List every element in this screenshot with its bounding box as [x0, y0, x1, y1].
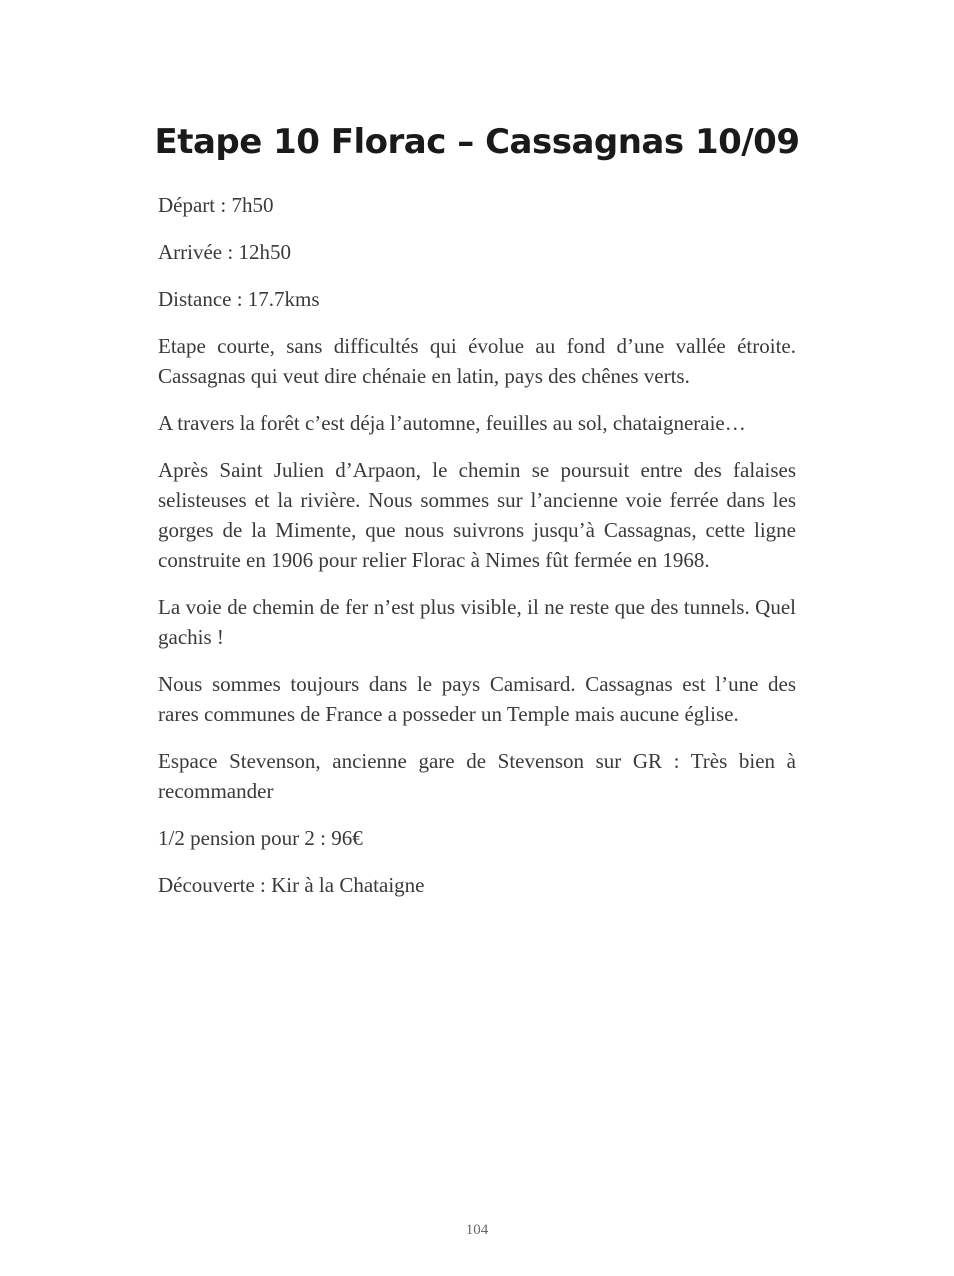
- distance-line: Distance : 17.7kms: [158, 287, 320, 311]
- paragraph-intro: Etape courte, sans difficultés qui évolue au fond d’une vallée étroite. Cassagnas qui veut dire chénaie en latin, pays des chênes verts.: [158, 334, 796, 388]
- document-body: [158, 190, 796, 917]
- pension-price-line: 1/2 pension pour 2 : 96€: [158, 826, 363, 850]
- page-number: 104: [465, 1222, 489, 1238]
- paragraph-railway: Après Saint Julien d’Arpaon, le chemin se poursuit entre des falaises selisteuses et la rivière. Nous sommes sur l’ancienne voie ferrée dans les gorges de la Mimente, que nous suivrons jusqu’à Cassagnas, cette ligne construite en 1906 pour relier Florac à Nimes fût fermée en 1968.: [158, 458, 796, 572]
- departure-line: Départ : 7h50: [158, 193, 274, 217]
- paragraph-forest: A travers la forêt c’est déja l’automne, feuilles au sol, chataigneraie…: [158, 411, 746, 435]
- lodging-line: Espace Stevenson, ancienne gare de Stevenson sur GR : Très bien à recommander: [158, 749, 796, 803]
- arrival-line: Arrivée : 12h50: [158, 240, 291, 264]
- paragraph-tunnels: La voie de chemin de fer n’est plus visible, il ne reste que des tunnels. Quel gachis !: [158, 595, 796, 649]
- paragraph-camisard: Nous sommes toujours dans le pays Camisard. Cassagnas est l’une des rares communes de France a posseder un Temple mais aucune église.: [158, 672, 796, 726]
- discovery-line: Découverte : Kir à la Chataigne: [158, 873, 425, 897]
- page-title: Etape 10 Florac – Cassagnas 10/09: [154, 122, 800, 162]
